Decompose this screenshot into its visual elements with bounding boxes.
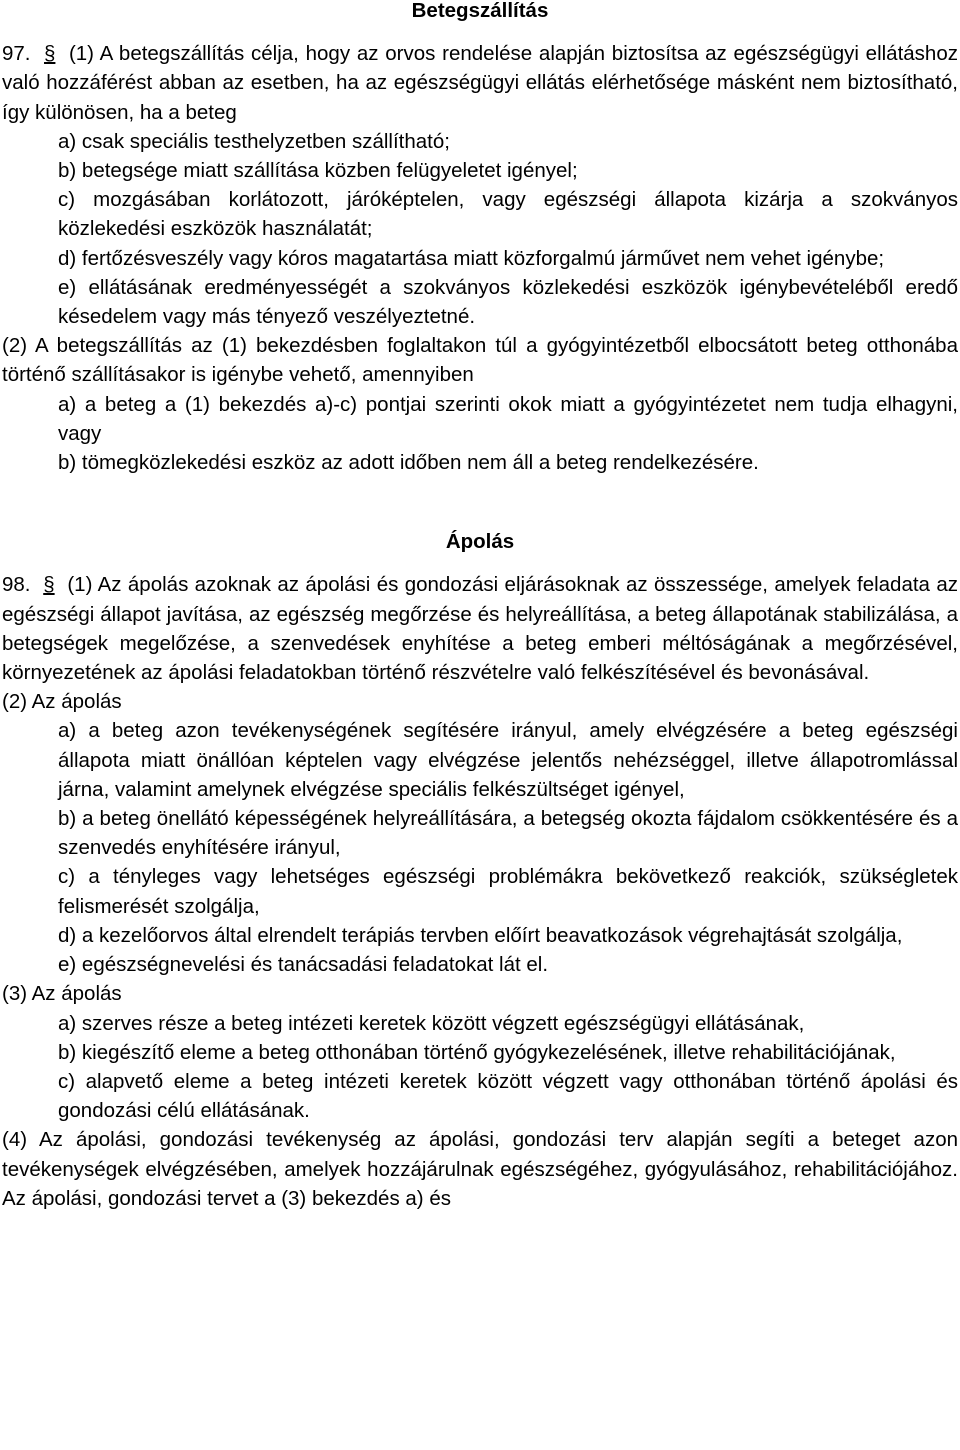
list-item-97-1-d: d) fertőzésveszély vagy kóros magatartása miatt közforgalmú járművet nem vehet igénybe; — [58, 246, 885, 270]
list-item-97-1-c: c) mozgásában korlátozott, járóképtelen, vagy egészségi állapota kizárja a szokványos közlekedési eszközök használatát; — [58, 188, 958, 241]
paragraph-lead: (1) Az ápolás azoknak az ápolási és gondozási eljárásoknak az összessége, amelyek feladata az egészségi állapot javítása, az egészség megőrzése és helyreállítása, a beteg állapotának stabilizálása, a betegségek megelőzése, a szenvedések enyhítése a beteg emberi méltóságának a megőrzésével, környezetének az ápolási feladatokban történő részvételre való felkészítésével és bevonásával. — [2, 573, 958, 685]
paragraph-98-1 — [2, 570, 958, 687]
list-item-98-2-c: c) a tényleges vagy lehetséges egészségi problémákra bekövetkező reakciók, szükségletek felismerését szolgálja, — [58, 865, 958, 918]
section-number: 98. — [2, 573, 31, 597]
spacer — [2, 25, 958, 39]
paragraph-98-3: (3) Az ápolás — [2, 982, 122, 1006]
paragraph-98-2: (2) Az ápolás — [2, 690, 122, 714]
list-item-97-1-b: b) betegsége miatt szállítása közben felügyeletet igényel; — [58, 159, 578, 183]
list-item-97-2-a: a) a beteg a (1) bekezdés a)-c) pontjai szerinti okok miatt a gyógyintézetet nem tudja elhagyni, vagy — [58, 392, 958, 445]
spacer — [2, 556, 958, 570]
list-item-97-1-e: e) ellátásának eredményességét a szokványos közlekedési eszközök igénybevételéből eredő késedelem vagy más tényező veszélyeztetné. — [58, 275, 958, 329]
spacer — [2, 477, 958, 527]
list-item-98-2-a: a) a beteg azon tevékenységének segítésére irányul, amely elvégzésére a beteg egészségi állapota miatt önállóan képtelen vagy elvégzése jelentős nehézséggel, illetve állapotromlással járna, valamint amelynek elvégzése speciális felkészültséget igényel, — [58, 719, 958, 801]
paragraph-mark: § — [43, 573, 55, 597]
list-item-98-3-c: c) alapvető eleme a beteg intézeti keretek között végzett vagy otthonában történő ápolási és gondozási célú ellátásának. — [58, 1069, 958, 1123]
section-number: 97. — [2, 42, 31, 66]
list-item-98-2-d: d) a kezelőorvos által elrendelt terápiás tervben előírt beavatkozások végrehajtását szolgálja, — [58, 923, 903, 947]
list-item-98-2-b: b) a beteg önellátó képességének helyreállítására, a betegség okozta fájdalom csökkentésére és a szenvedés enyhítésére irányul, — [58, 807, 958, 860]
paragraph-97-1 — [2, 39, 958, 127]
list-item-98-2-e: e) egészségnevelési és tanácsadási feladatokat lát el. — [58, 953, 549, 977]
list-item-97-2-b: b) tömegközlekedési eszköz az adott időben nem áll a beteg rendelkezésére. — [58, 451, 759, 475]
paragraph-mark: § — [44, 42, 56, 66]
list-item-98-3-a: a) szerves része a beteg intézeti keretek között végzett egészségügyi ellátásának, — [58, 1011, 805, 1035]
section-title-apolas: Ápolás — [445, 530, 515, 554]
paragraph-98-4: (4) Az ápolási, gondozási tevékenység az ápolási, gondozási terv alapján segíti a beteget azon tevékenységek elvégzésében, amelyek hozzájárulnak egészségéhez, gyógyulásához, rehabilitációjához. Az ápolási, gondozási tervet a (3) bekezdés a) és — [2, 1128, 958, 1210]
paragraph-lead: (1) A betegszállítás célja, hogy az orvos rendelése alapján biztosítsa az egészségügyi ellátáshoz való hozzáférést abban az esetben, ha az egészségügyi ellátás elérhetősége másként nem biztosítható, így különösen, ha a beteg — [2, 42, 958, 124]
paragraph-97-2: (2) A betegszállítás az (1) bekezdésben foglaltakon túl a gyógyintézetből elbocsátott beteg otthonába történő szállításakor is igénybe vehető, amennyiben — [2, 334, 958, 387]
list-item-97-1-a: a) csak speciális testhelyzetben szállítható; — [58, 129, 450, 153]
section-title-betegszallitas: Betegszállítás — [411, 0, 549, 22]
list-item-98-3-b: b) kiegészítő eleme a beteg otthonában történő gyógykezelésének, illetve rehabilitációjának, — [58, 1040, 896, 1064]
